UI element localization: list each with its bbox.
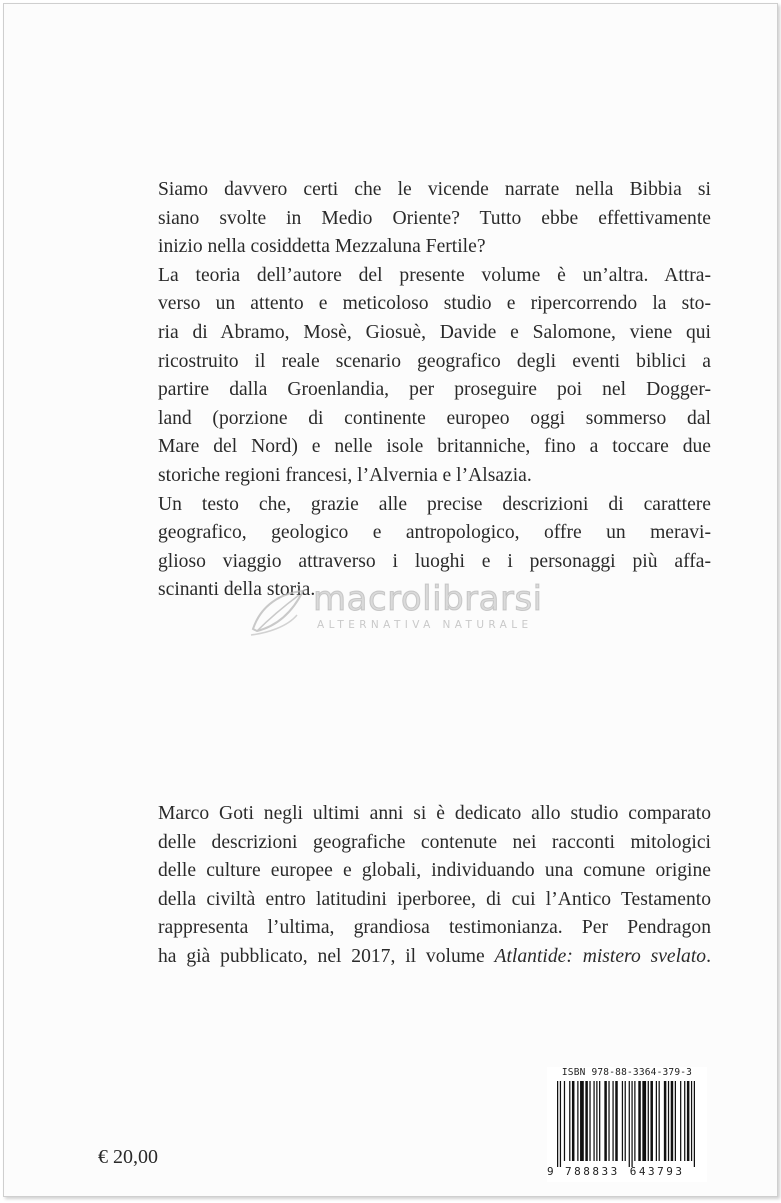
barcode-bar [668, 1081, 669, 1161]
blurb-line: La teoria dell’autore del presente volume è un’altra. Attra- [158, 264, 711, 286]
isbn-label: ISBN 978-88-3364-379-3 [561, 1067, 693, 1078]
blurb-line: Siamo davvero certi che le vicende narrate nella Bibbia si [158, 179, 711, 200]
barcode-bar [577, 1081, 578, 1161]
barcode-bar [659, 1081, 660, 1161]
barcode-bar [680, 1081, 681, 1161]
blurb-line: Mare del Nord) e nelle isole britanniche, fino a toccare due [158, 436, 711, 458]
blurb-line: partire dalla Groenlandia, per proseguire poi nel Dogger- [158, 379, 711, 401]
back-cover [3, 3, 778, 1197]
barcode-bar [691, 1081, 692, 1161]
barcode-bar [656, 1081, 657, 1161]
barcode-bar [629, 1081, 630, 1167]
blurb-line: glioso viaggio attraverso i luoghi e i personaggi più affa- [158, 550, 711, 572]
author-bio [158, 800, 711, 972]
barcode-bar [564, 1081, 565, 1161]
blurb-line: inizio nella cosiddetta Mezzaluna Fertile? [158, 236, 486, 258]
barcode-bar [671, 1081, 674, 1161]
leaf-logo-icon [247, 585, 307, 637]
book-title: Atlantide: mistero svelato [494, 945, 707, 967]
barcode-bar [572, 1081, 575, 1161]
barcode-bar [631, 1081, 632, 1167]
blurb-line: Un testo che, grazie alle precise descrizioni di carattere [158, 493, 711, 515]
blurb-line: ricostruito il reale scenario geografico degli eventi biblici a [158, 350, 711, 372]
barcode-bar [612, 1081, 613, 1161]
barcode-bar [687, 1081, 690, 1161]
blurb-line: siano svolte in Medio Oriente? Tutto ebbe effettivamente [158, 207, 711, 229]
barcode-bar [625, 1081, 626, 1161]
blurb-line: ria di Abramo, Mosè, Giosuè, Davide e Salomone, viene qui [158, 321, 711, 343]
blurb-line: land (porzione di continente europeo oggi sommerso dal [158, 407, 711, 429]
ean-left-digits: 788833 [565, 1165, 620, 1178]
barcode-bar [608, 1081, 609, 1161]
barcode-bar [642, 1081, 646, 1161]
bio-line: delle descrizioni geografiche contenute nei racconti mitologici [158, 831, 711, 853]
barcode-bar [596, 1081, 597, 1161]
barcode-bar [638, 1081, 641, 1161]
barcode-bar [694, 1081, 695, 1167]
barcode-bar [684, 1081, 685, 1161]
blurb-line: geografico, geologico e antropologico, offre un meravi- [158, 522, 711, 544]
barcode-bar [634, 1081, 635, 1161]
barcode-bar [580, 1081, 584, 1161]
watermark-name: macrolibrarsi [313, 579, 543, 619]
watermark-tagline: ALTERNATIVA NATURALE [317, 619, 533, 631]
blurb-line: verso un attento e meticoloso studio e ripercorrendo la sto- [158, 293, 711, 315]
barcode-bar [604, 1081, 607, 1161]
barcode-bar [648, 1081, 649, 1161]
barcode-bar [599, 1081, 600, 1161]
barcode-bar [622, 1081, 623, 1161]
ean-first-digit: 9 [547, 1165, 555, 1178]
ean-digits [547, 1165, 707, 1178]
bio-line: delle culture europee e globali, individuando una comune origine [158, 860, 711, 882]
price: € 20,00 [98, 1146, 158, 1168]
barcode-bar [585, 1081, 588, 1161]
blurb-line: scinanti della storia. [158, 579, 316, 601]
bio-last-line [158, 943, 711, 972]
barcode-bar [615, 1081, 618, 1161]
barcode-bar [650, 1081, 653, 1161]
bio-line: Marco Goti negli ultimi anni si è dedicato allo studio comparato [158, 803, 711, 824]
barcode-bar [589, 1081, 590, 1161]
ean-right-digits: 643793 [629, 1165, 685, 1178]
bio-line: della civiltà entro latitudini iperboree, di cui l’Antico Testamento [158, 888, 711, 910]
barcode-bar [664, 1081, 667, 1161]
macrolibrarsi-watermark [247, 579, 567, 649]
barcode-bar [675, 1081, 676, 1161]
bio-line: rappresenta l’ultima, grandiosa testimonianza. Per Pendragon [158, 917, 711, 939]
barcode-bar [569, 1081, 570, 1161]
blurb-line: storiche regioni francesi, l’Alvernia e l’Alsazia. [158, 464, 532, 486]
barcode-bar [593, 1081, 594, 1161]
barcode-bar [560, 1081, 561, 1167]
bio-end-punct: . [706, 945, 711, 967]
bio-line: ha già pubblicato, nel 2017, il volume [158, 945, 495, 967]
barcode [547, 1067, 707, 1182]
barcode-bar [557, 1081, 558, 1167]
blurb-text [158, 176, 711, 605]
barcode-bars [553, 1081, 705, 1167]
